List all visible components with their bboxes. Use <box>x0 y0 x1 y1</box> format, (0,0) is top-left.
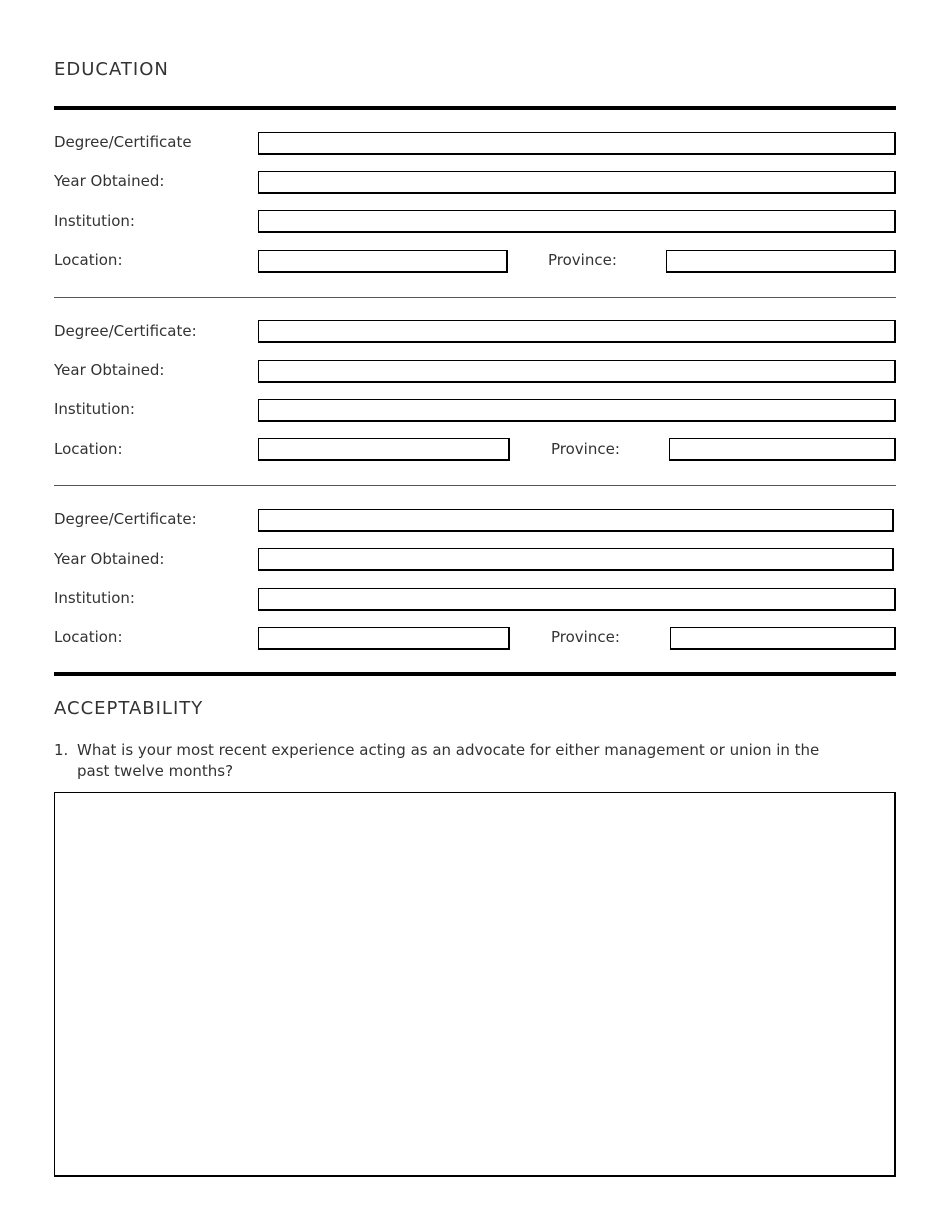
year-obtained-label: Year Obtained: <box>54 550 165 568</box>
location-label: Location: <box>54 251 123 269</box>
year-obtained-label: Year Obtained: <box>54 172 165 190</box>
province-field[interactable] <box>666 250 896 273</box>
education-divider-2 <box>54 485 896 486</box>
degree-field[interactable] <box>258 509 894 532</box>
degree-field[interactable] <box>258 320 896 343</box>
year-obtained-label: Year Obtained: <box>54 361 165 379</box>
province-label: Province: <box>548 251 617 269</box>
province-field[interactable] <box>669 438 896 461</box>
institution-field[interactable] <box>258 399 896 422</box>
education-bottom-rule <box>54 672 896 676</box>
institution-label: Institution: <box>54 400 135 418</box>
question-number: 1. <box>54 741 69 759</box>
institution-field[interactable] <box>258 210 896 233</box>
location-field[interactable] <box>258 627 510 650</box>
location-field[interactable] <box>258 250 508 273</box>
education-top-rule <box>54 106 896 110</box>
institution-label: Institution: <box>54 212 135 230</box>
education-divider-1 <box>54 297 896 298</box>
degree-field[interactable] <box>258 132 896 155</box>
answer-textarea[interactable] <box>54 792 896 1177</box>
location-field[interactable] <box>258 438 510 461</box>
acceptability-heading: ACCEPTABILITY <box>54 698 204 719</box>
education-heading: EDUCATION <box>54 59 169 80</box>
location-label: Location: <box>54 440 123 458</box>
question-text: What is your most recent experience acting as an advocate for either management or union in the past twelve months? <box>77 741 820 780</box>
province-label: Province: <box>551 628 620 646</box>
year-obtained-field[interactable] <box>258 360 896 383</box>
degree-label: Degree/Certificate: <box>54 322 197 340</box>
acceptability-question-1 <box>54 740 854 782</box>
location-label: Location: <box>54 628 123 646</box>
year-obtained-field[interactable] <box>258 171 896 194</box>
province-label: Province: <box>551 440 620 458</box>
province-field[interactable] <box>670 627 896 650</box>
year-obtained-field[interactable] <box>258 548 894 571</box>
institution-label: Institution: <box>54 589 135 607</box>
degree-label: Degree/Certificate: <box>54 510 197 528</box>
institution-field[interactable] <box>258 588 896 611</box>
degree-label: Degree/Certificate <box>54 133 192 151</box>
